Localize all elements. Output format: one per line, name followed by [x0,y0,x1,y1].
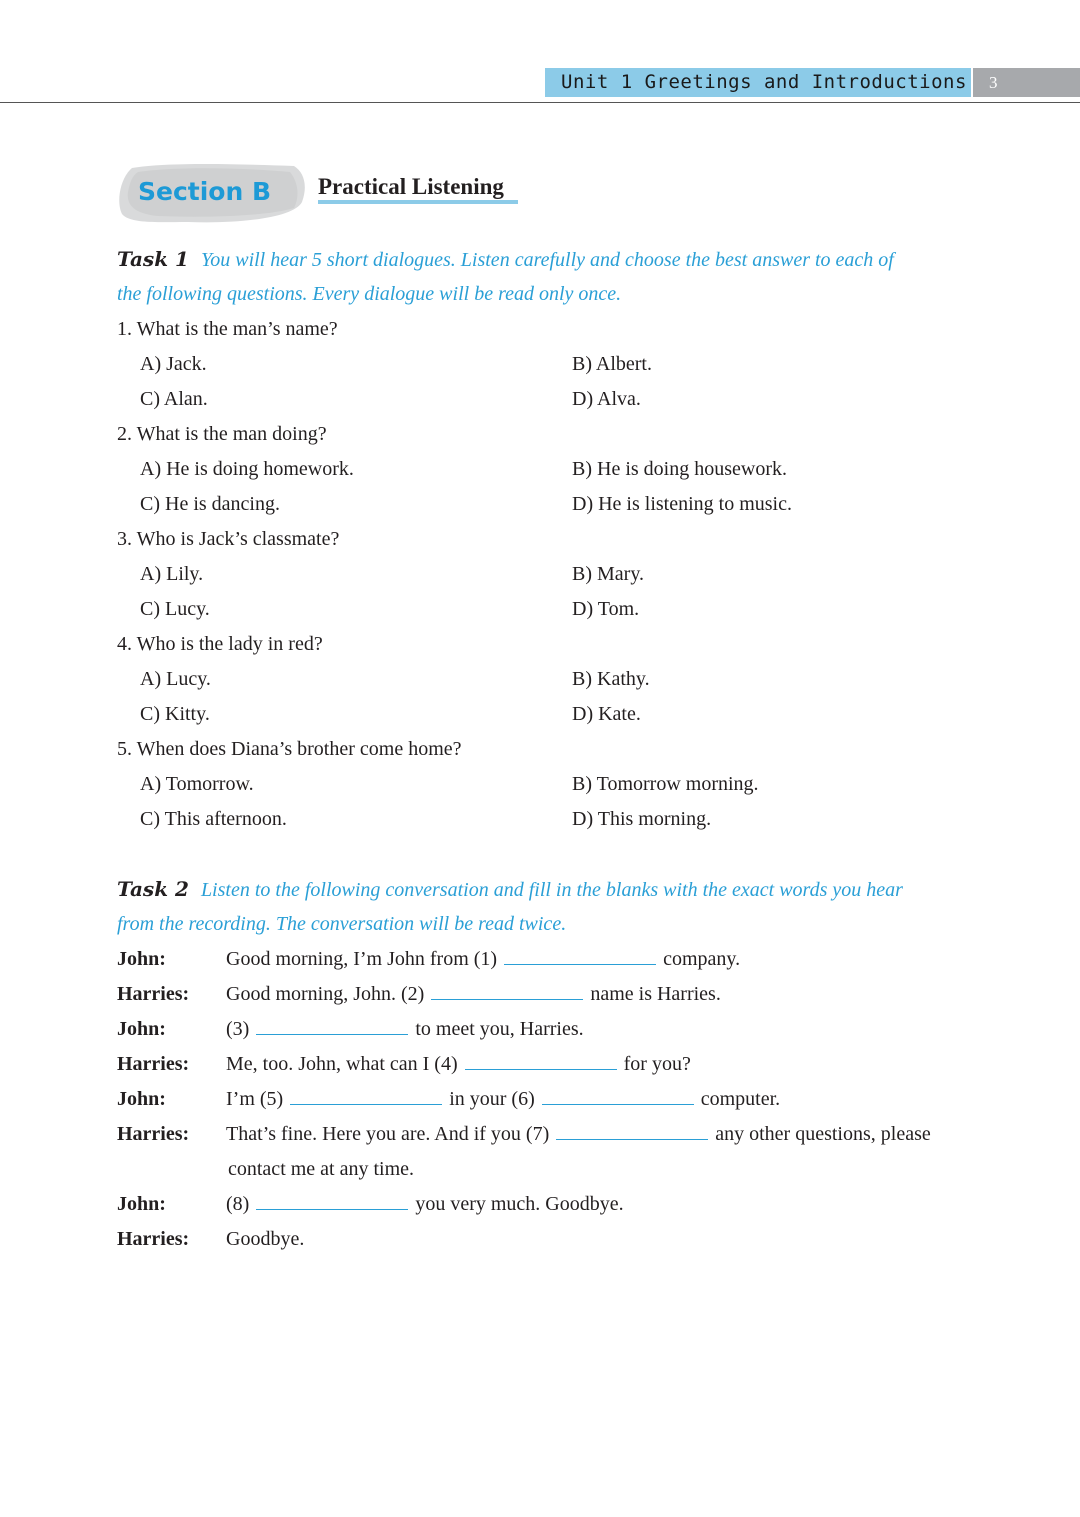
option-c: C) Kitty. [140,703,210,725]
speaker-name: John: [117,1193,166,1215]
option-b: B) He is doing housework. [572,458,787,480]
option-d: D) Tom. [572,598,640,620]
option-b: B) Tomorrow morning. [572,773,759,795]
running-header: Unit 1 Greetings and Introductions [545,68,971,97]
dialogue-text: That’s fine. Here you are. And if you (7) [226,1123,550,1145]
option-a: A) Jack. [140,353,207,375]
header-rule [0,102,1080,103]
option-a: A) He is doing homework. [140,458,354,480]
task2-instruction-line1 [117,875,903,904]
task1-instruction-line1 [117,245,894,274]
task1-instruction-line2: the following questions. Every dialogue will be read only once. [117,283,622,305]
dialogue-text: Me, too. John, what can I (4) [226,1053,458,1075]
task1-instruction-text: You will hear 5 short dialogues. Listen carefully and choose the best answer to each of [200,249,894,271]
dialogue-text: in your (6) [449,1088,535,1110]
question: 3. Who is Jack’s classmate? [117,528,340,550]
answer-blank-6[interactable] [542,1086,694,1105]
dialogue-line [226,1015,584,1043]
dialogue-text: to meet you, Harries. [415,1018,584,1040]
section-title: Practical Listening [318,174,504,199]
question: 2. What is the man doing? [117,423,327,445]
dialogue-line [226,1120,931,1148]
dialogue-line: Goodbye. [226,1228,305,1250]
dialogue-continuation: contact me at any time. [228,1158,415,1180]
dialogue-line [226,1085,780,1113]
option-d: D) Kate. [572,703,641,725]
answer-blank-4[interactable] [465,1051,617,1070]
option-d: D) This morning. [572,808,712,830]
page-number: 3 [973,68,1080,97]
dialogue-text: Good morning, I’m John from (1) [226,948,498,970]
option-b: B) Mary. [572,563,645,585]
option-b: B) Albert. [572,353,652,375]
speaker-name: John: [117,948,166,970]
speaker-name: Harries: [117,983,190,1005]
dialogue-line [226,1050,691,1078]
speaker-name: Harries: [117,1228,190,1250]
answer-blank-1[interactable] [504,946,656,965]
option-a: A) Tomorrow. [140,773,254,795]
section-badge-label: Section B [138,177,272,206]
dialogue-text: I’m (5) [226,1088,284,1110]
speaker-name: Harries: [117,1053,190,1075]
answer-blank-8[interactable] [256,1191,408,1210]
dialogue-text: name is Harries. [590,983,721,1005]
answer-blank-7[interactable] [556,1121,708,1140]
answer-blank-5[interactable] [290,1086,442,1105]
option-c: C) Alan. [140,388,208,410]
option-a: A) Lucy. [140,668,211,690]
task2-instruction-text: Listen to the following conversation and fill in the blanks with the exact words you hear [200,879,903,901]
option-d: D) He is listening to music. [572,493,792,515]
option-c: C) This afternoon. [140,808,287,830]
task2-instruction-line2: from the recording. The conversation will be read twice. [117,913,567,935]
question: 4. Who is the lady in red? [117,633,323,655]
section-title-underline [318,200,518,204]
dialogue-line [226,945,740,973]
dialogue-text: for you? [623,1053,691,1075]
task2-label: Task 2 [117,877,189,901]
option-c: C) Lucy. [140,598,210,620]
speaker-name: John: [117,1088,166,1110]
dialogue-text: company. [663,948,741,970]
option-d: D) Alva. [572,388,641,410]
speaker-name: John: [117,1018,166,1040]
dialogue-line [226,1190,624,1218]
dialogue-line [226,980,721,1008]
dialogue-text: any other questions, please [715,1123,931,1145]
dialogue-text: Good morning, John. (2) [226,983,425,1005]
answer-blank-2[interactable] [431,981,583,1000]
option-a: A) Lily. [140,563,204,585]
dialogue-text: you very much. Goodbye. [415,1193,624,1215]
answer-blank-3[interactable] [256,1016,408,1035]
speaker-name: Harries: [117,1123,190,1145]
dialogue-text: (3) [226,1018,250,1040]
question: 1. What is the man’s name? [117,318,338,340]
option-c: C) He is dancing. [140,493,280,515]
question: 5. When does Diana’s brother come home? [117,738,462,760]
task1-label: Task 1 [117,247,189,271]
option-b: B) Kathy. [572,668,650,690]
dialogue-text: computer. [700,1088,781,1110]
dialogue-text: (8) [226,1193,250,1215]
